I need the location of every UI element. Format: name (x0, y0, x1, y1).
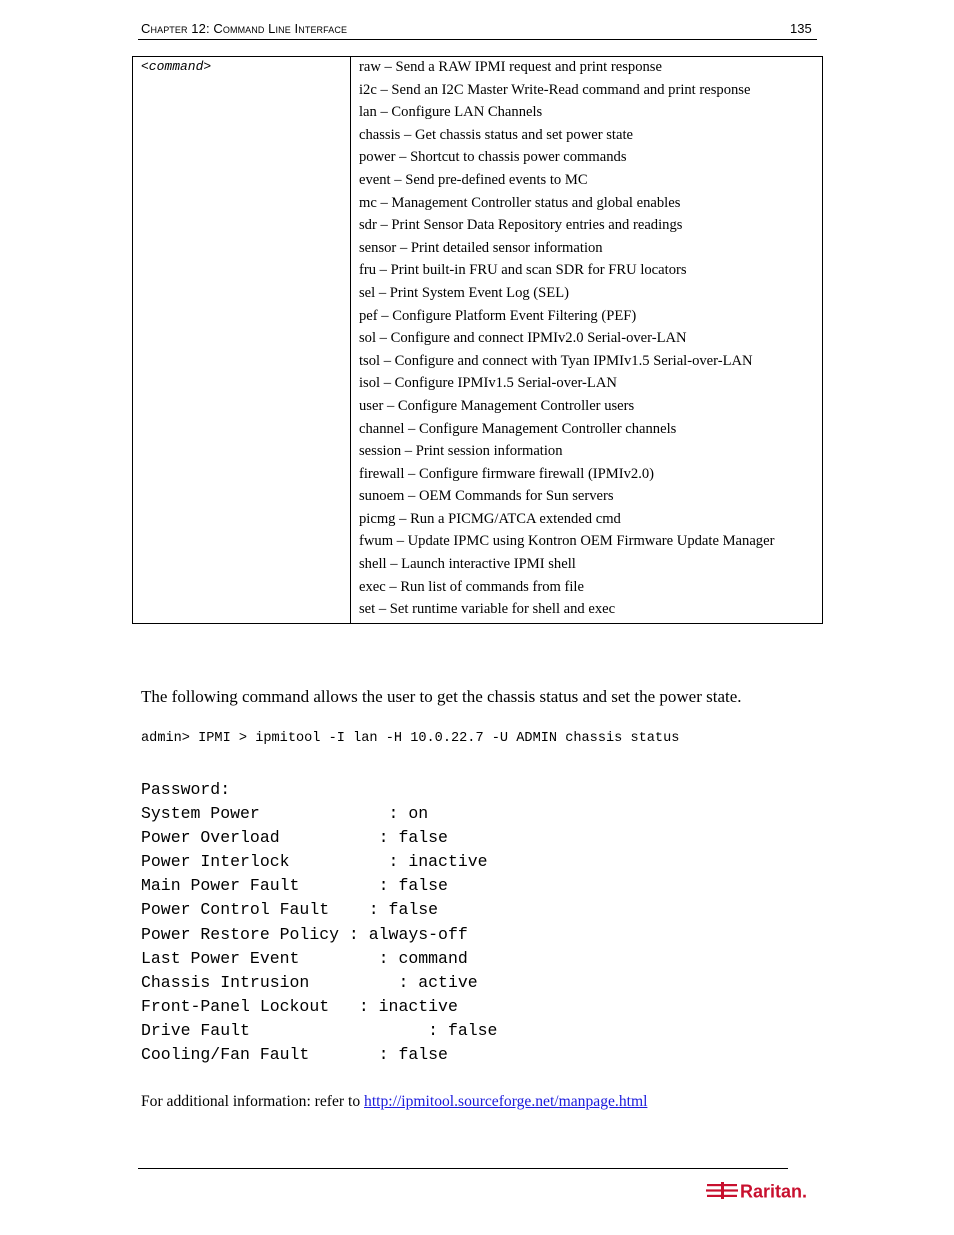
command-item: fwum – Update IPMC using Kontron OEM Firmware Update Manager (359, 533, 775, 550)
raritan-logo (706, 1180, 812, 1202)
table-row (133, 57, 823, 624)
parameter-name: <command> (141, 59, 212, 74)
footnote-text: For additional information: refer to (141, 1093, 365, 1110)
command-item: session – Print session information (359, 443, 563, 460)
command-table (132, 56, 823, 624)
command-item: i2c – Send an I2C Master Write-Read command and print response (359, 81, 751, 98)
page-number: 135 (790, 21, 812, 36)
command-item: exec – Run list of commands from file (359, 578, 584, 595)
raritan-logo-icon (706, 1180, 812, 1202)
command-item: power – Shortcut to chassis power commands (359, 149, 627, 166)
footer-rule (138, 1168, 788, 1169)
command-item: mc – Management Controller status and global enables (359, 194, 681, 211)
command-item: sunoem – OEM Commands for Sun servers (359, 488, 614, 505)
command-item: set – Set runtime variable for shell and exec (359, 601, 616, 618)
manpage-link[interactable]: http://ipmitool.sourceforge.net/manpage.html (364, 1093, 648, 1110)
example-command: admin> IPMI > ipmitool -I lan -H 10.0.22.7 -U ADMIN chassis status (141, 731, 680, 746)
command-item: tsol – Configure and connect with Tyan IPMIv1.5 Serial-over-LAN (359, 352, 753, 369)
command-item: fru – Print built-in FRU and scan SDR for FRU locators (359, 262, 687, 279)
footnote (141, 1093, 647, 1111)
command-item: firewall – Configure firmware firewall (IPMIv2.0) (359, 465, 655, 482)
command-item: picmg – Run a PICMG/ATCA extended cmd (359, 510, 621, 527)
raritan-logo-text: Raritan. (740, 1181, 808, 1202)
command-item: raw – Send a RAW IPMI request and print response (359, 59, 662, 75)
command-item: chassis – Get chassis status and set power state (359, 126, 633, 143)
command-item: sdr – Print Sensor Data Repository entries and readings (359, 217, 683, 234)
example-output: Password: System Power : on Power Overload : false Power Interlock : inactive Main Power Fault : false Power Control Fault : false Power Restore Policy : always-off Last Power Event : command Chassis Intrusion : active Front-Panel Lockout : inactive Drive Fault : false Cooling/Fan Fault : false (141, 780, 498, 1065)
commands-cell (351, 57, 823, 624)
header-rule (138, 39, 817, 40)
command-item: sol – Configure and connect IPMIv2.0 Serial-over-LAN (359, 330, 687, 347)
command-item: channel – Configure Management Controller channels (359, 420, 677, 437)
chapter-header: Chapter 12: Command Line Interface (141, 21, 348, 36)
command-list (351, 57, 822, 623)
parameter-cell (133, 57, 351, 624)
command-item: pef – Configure Platform Event Filtering (PEF) (359, 307, 637, 324)
command-item: sensor – Print detailed sensor information (359, 239, 603, 256)
command-item: shell – Launch interactive IPMI shell (359, 556, 576, 573)
command-item: isol – Configure IPMIv1.5 Serial-over-LAN (359, 375, 617, 392)
command-item: user – Configure Management Controller users (359, 397, 635, 414)
intro-paragraph: The following command allows the user to get the chassis status and set the power state. (141, 687, 742, 706)
command-item: lan – Configure LAN Channels (359, 104, 543, 121)
command-item: sel – Print System Event Log (SEL) (359, 284, 569, 301)
command-item: event – Send pre-defined events to MC (359, 171, 588, 188)
